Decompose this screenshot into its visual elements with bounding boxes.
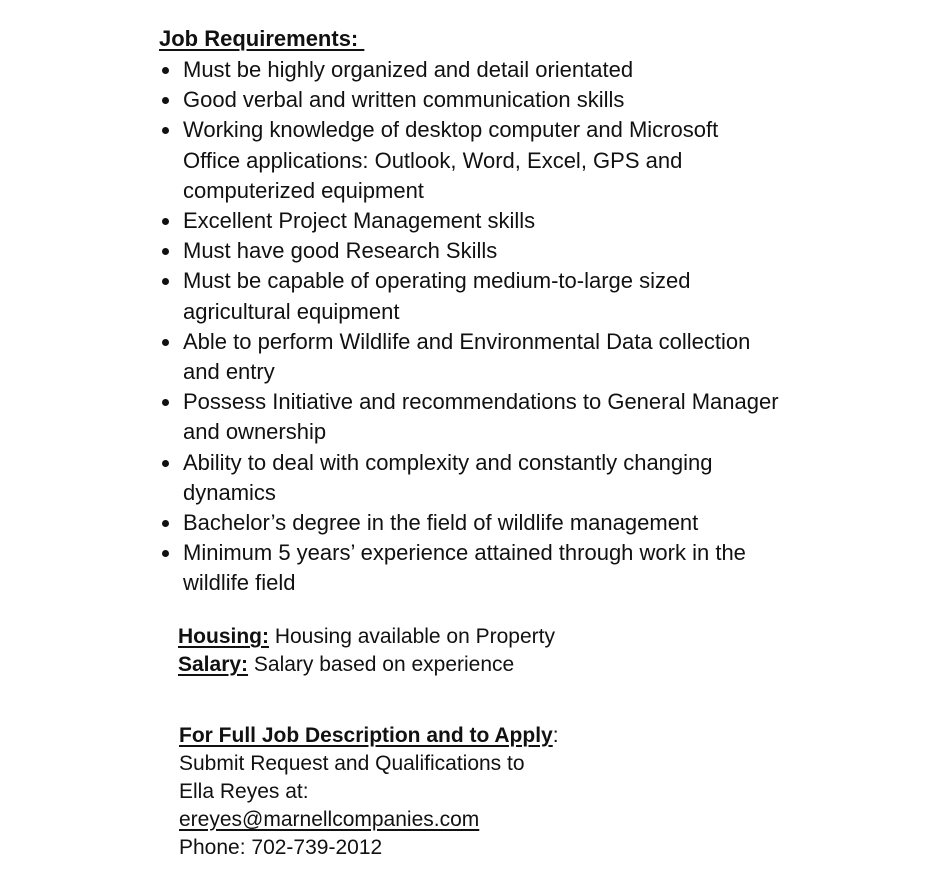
requirement-text: Ability to deal with complexity and constantly changing dynamics: [183, 449, 713, 505]
bullet-icon: [162, 460, 169, 467]
bullet-icon: [162, 520, 169, 527]
housing-value: Housing available on Property: [268, 625, 555, 648]
requirement-item: [159, 387, 779, 447]
apply-instruction-line: Submit Request and Qualifications to: [179, 752, 525, 775]
requirement-text: Must have good Research Skills: [183, 238, 498, 264]
requirement-text: Possess Initiative and recommendations to General Manager and ownership: [183, 389, 779, 445]
requirement-item: [159, 115, 779, 206]
requirement-item: [159, 327, 779, 387]
housing-line: [178, 623, 555, 651]
bullet-icon: [162, 339, 169, 346]
bullet-icon: [162, 248, 169, 255]
bullet-icon: [162, 550, 169, 557]
job-requirements-heading: Job Requirements:: [159, 26, 365, 51]
requirement-text: Must be highly organized and detail orientated: [183, 57, 634, 82]
salary-line: [178, 651, 514, 679]
requirement-text: Able to perform Wildlife and Environmental Data collection and entry: [183, 328, 751, 385]
requirement-item: [159, 236, 779, 266]
requirement-item: [159, 55, 779, 85]
bullet-icon: [162, 97, 169, 104]
apply-heading: [179, 722, 559, 750]
salary-value: Salary based on experience: [248, 653, 515, 676]
bullet-icon: [162, 218, 169, 225]
email-link[interactable]: ereyes@marnellcompanies.com: [179, 808, 480, 831]
requirement-text: Good verbal and written communication skills: [183, 87, 625, 113]
apply-label: For Full Job Description and to Apply: [179, 724, 553, 747]
housing-label: Housing:: [178, 625, 269, 648]
contact-name-line: Ella Reyes at:: [179, 780, 309, 803]
salary-label: Salary:: [178, 653, 249, 676]
requirement-item: [159, 448, 779, 508]
requirement-item: [159, 508, 779, 538]
email-line: [179, 806, 559, 834]
requirement-item: [159, 538, 779, 598]
phone-line: Phone: 702-739-2012: [179, 836, 383, 859]
requirement-text: Working knowledge of desktop computer and Microsoft Office applications: Outlook, Word, Excel, GPS and computerized equipment: [183, 117, 719, 203]
apply-section: [179, 722, 559, 862]
requirement-item: [159, 206, 779, 236]
requirement-text: Minimum 5 years’ experience attained through work in the wildlife field: [183, 540, 746, 596]
bullet-icon: [162, 127, 169, 134]
requirement-text: Excellent Project Management skills: [183, 208, 536, 234]
requirement-item: [159, 266, 779, 326]
apply-label-colon: :: [552, 724, 559, 747]
requirement-text: Must be capable of operating medium-to-large sized agricultural equipment: [183, 268, 691, 324]
requirement-item: [159, 85, 779, 115]
requirement-text: Bachelor’s degree in the field of wildlife management: [183, 510, 699, 536]
job-requirements-list: [159, 55, 779, 599]
bullet-icon: [162, 278, 169, 285]
bullet-icon: [162, 399, 169, 406]
bullet-icon: [162, 67, 169, 74]
